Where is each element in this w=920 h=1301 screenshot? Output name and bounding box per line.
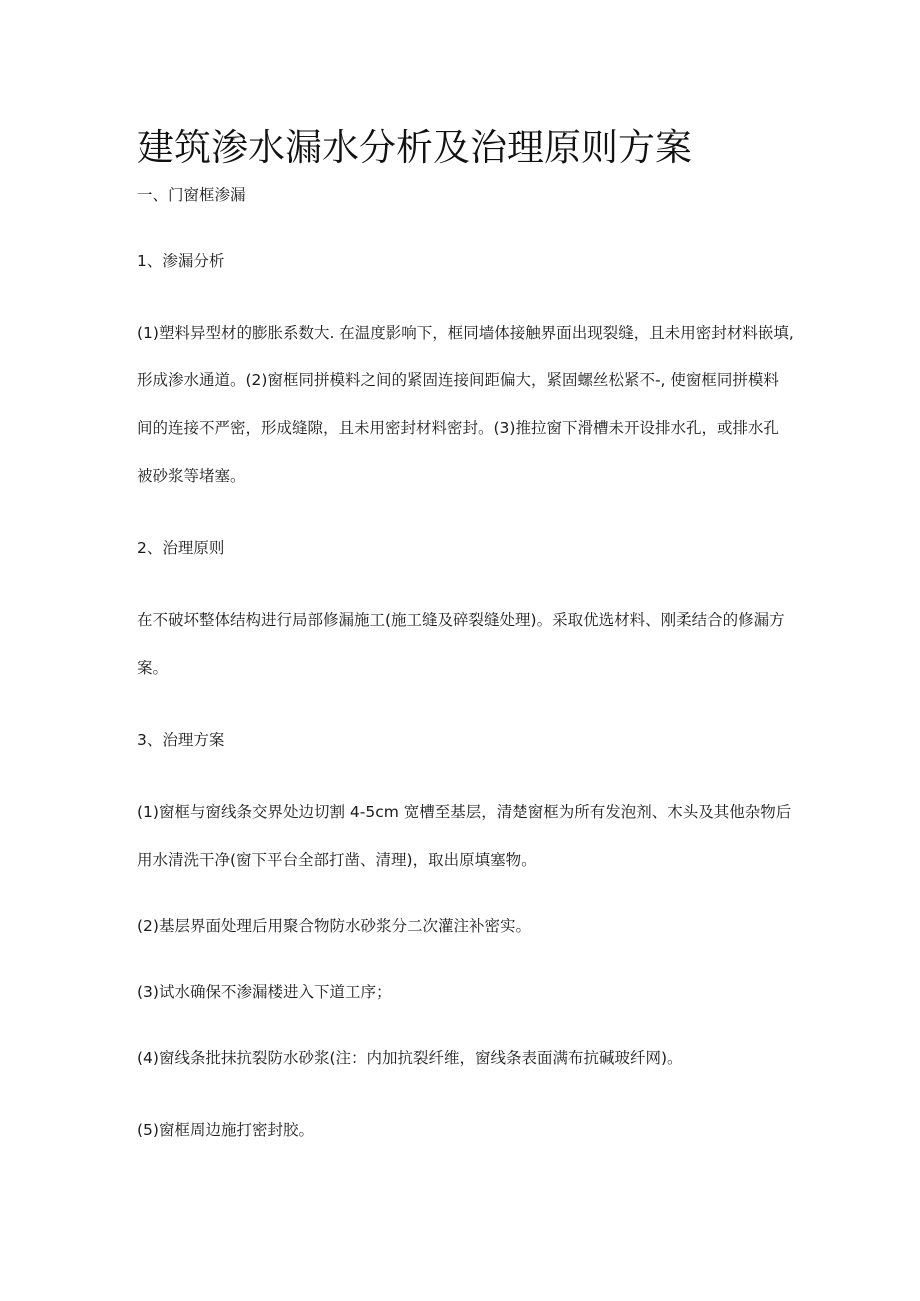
principle-paragraph-line: 在不破坏整体结构进行局部修漏施工(施工缝及碎裂缝处理)。采取优选材料、刚柔结合的修漏方 <box>137 611 785 629</box>
plan-item-2: (2)基层界面处理后用聚合物防水砂浆分二次灌注补密实。 <box>137 917 531 935</box>
analysis-paragraph-line: 被砂浆等堵塞。 <box>137 467 246 485</box>
subheading-treatment-plan: 3、治理方案 <box>137 731 225 749</box>
plan-item-4: (4)窗线条批抹抗裂防水砂浆(注：内加抗裂纤维，窗线条表面满布抗碱玻纤网)。 <box>137 1049 683 1067</box>
analysis-paragraph-line: (1)塑料异型材的膨胀系数大. 在温度影响下，框同墙体接触界面出现裂缝，且未用密封材料嵌填, <box>137 324 794 342</box>
plan-item-1-line: (1)窗框与窗线条交界处边切割 4-5cm 宽槽至基层，清楚窗框为所有发泡剂、木头及其他杂物后 <box>137 803 792 821</box>
principle-paragraph-line: 案。 <box>137 659 169 677</box>
analysis-paragraph-line: 间的连接不严密，形成缝隙，且未用密封材料密封。(3)推拉窗下滑槽未开设排水孔，或排水孔 <box>137 419 779 437</box>
document-title: 建筑渗水漏水分析及治理原则方案 <box>137 126 692 169</box>
plan-item-5: (5)窗框周边施打密封胶。 <box>137 1121 314 1139</box>
subheading-treatment-principle: 2、治理原则 <box>137 539 225 557</box>
analysis-paragraph-line: 形成渗水通道。(2)窗框同拼模料之间的紧固连接间距偏大，紧固螺丝松紧不-, 使窗框同拼模料 <box>137 371 779 389</box>
subheading-leak-analysis: 1、渗漏分析 <box>137 252 225 270</box>
plan-item-3: (3)试水确保不渗漏楼进入下道工序； <box>137 983 392 1001</box>
section-heading-door-window-frame: 一、门窗框渗漏 <box>137 186 246 204</box>
plan-item-1-line: 用水清洗干净(窗下平台全部打凿、清理)，取出原填塞物。 <box>137 851 537 869</box>
